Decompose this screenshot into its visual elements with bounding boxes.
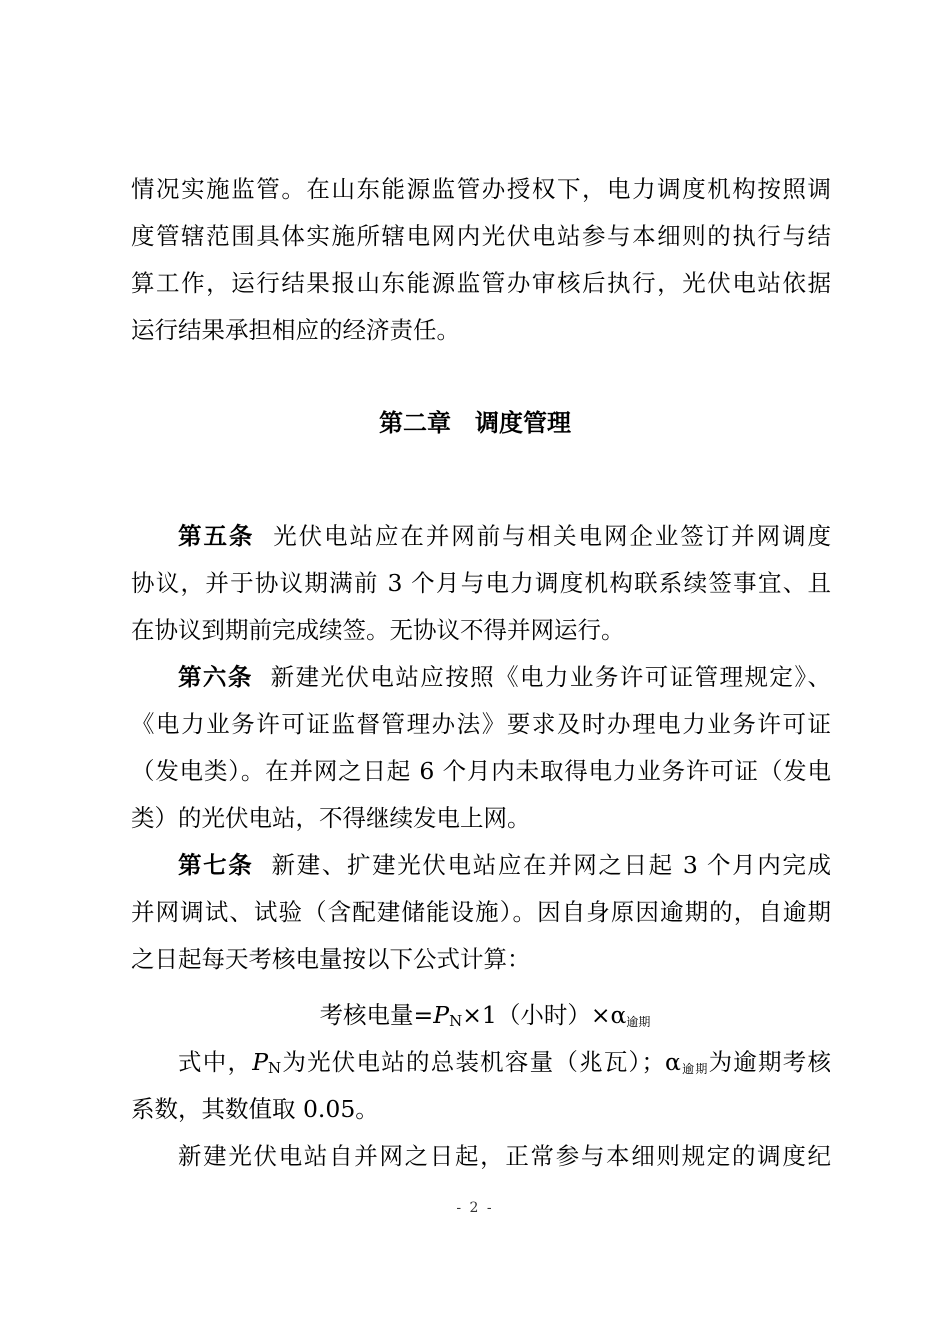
note-text-2: 为逾期考核	[708, 1048, 831, 1076]
article-5-first-line	[178, 515, 831, 557]
article-6-line-2: 《电力业务许可证监督管理办法》要求及时办理电力业务许可证	[131, 710, 831, 738]
article-6-text: 新建光伏电站应按照《电力业务许可证管理规定》、	[270, 663, 832, 691]
article-5-text: 光伏电站应在并网前与相关电网企业签订并网调度	[273, 522, 832, 550]
formula-note-line-2: 系数，其数值取 0.05。	[131, 1095, 379, 1123]
formula-p-sub: N	[449, 1012, 463, 1030]
intro-line-3: 算工作，运行结果报山东能源监管办审核后执行，光伏电站依据	[131, 269, 831, 297]
article-7-first-line	[178, 844, 831, 886]
article-5-line-2: 协议，并于协议期满前 3 个月与电力调度机构联系续签事宜、且	[131, 569, 831, 597]
note-alpha-sub: 逾期	[680, 1062, 709, 1076]
last-paragraph-line: 新建光伏电站自并网之日起，正常参与本细则规定的调度纪	[178, 1142, 831, 1170]
article-7-line-2: 并网调试、试验（含配建储能设施）。因自身原因逾期的，自逾期	[131, 898, 831, 926]
article-7-text: 新建、扩建光伏电站应在并网之日起 3 个月内完成	[271, 851, 831, 879]
intro-line-1: 情况实施监管。在山东能源监管办授权下，电力调度机构按照调	[131, 175, 831, 203]
intro-line-2: 度管辖范围具体实施所辖电网内光伏电站参与本细则的执行与结	[131, 222, 831, 250]
article-6-label: 第六条	[178, 663, 253, 691]
note-lead: 式中，	[178, 1048, 253, 1076]
page-number: - 2 -	[456, 1200, 494, 1216]
article-5-label: 第五条	[178, 522, 255, 550]
article-7-line-3: 之日起每天考核电量按以下公式计算：	[131, 945, 531, 973]
formula-middle: ×1（小时）×α	[462, 1001, 627, 1029]
article-6-line-3: （发电类）。在并网之日起 6 个月内未取得电力业务许可证（发电	[131, 757, 831, 785]
assessment-formula	[0, 994, 950, 1043]
article-6-first-line	[178, 656, 831, 698]
article-6-line-4: 类）的光伏电站，不得继续发电上网。	[131, 804, 531, 832]
formula-alpha-sub: 逾期	[626, 1015, 651, 1029]
article-7-label: 第七条	[178, 851, 254, 879]
article-5-line-3: 在协议到期前完成续签。无协议不得并网运行。	[131, 616, 625, 644]
note-p: P	[252, 1048, 268, 1076]
formula-p: P	[433, 1001, 450, 1029]
note-p-sub: N	[268, 1059, 282, 1077]
formula-prefix: 考核电量=	[319, 1001, 434, 1029]
note-text-1: 为光伏电站的总装机容量（兆瓦）；α	[281, 1048, 681, 1076]
intro-line-4: 运行结果承担相应的经济责任。	[131, 316, 460, 344]
formula-note-line-1	[178, 1041, 831, 1090]
chapter-title: 第二章 调度管理	[379, 408, 571, 437]
